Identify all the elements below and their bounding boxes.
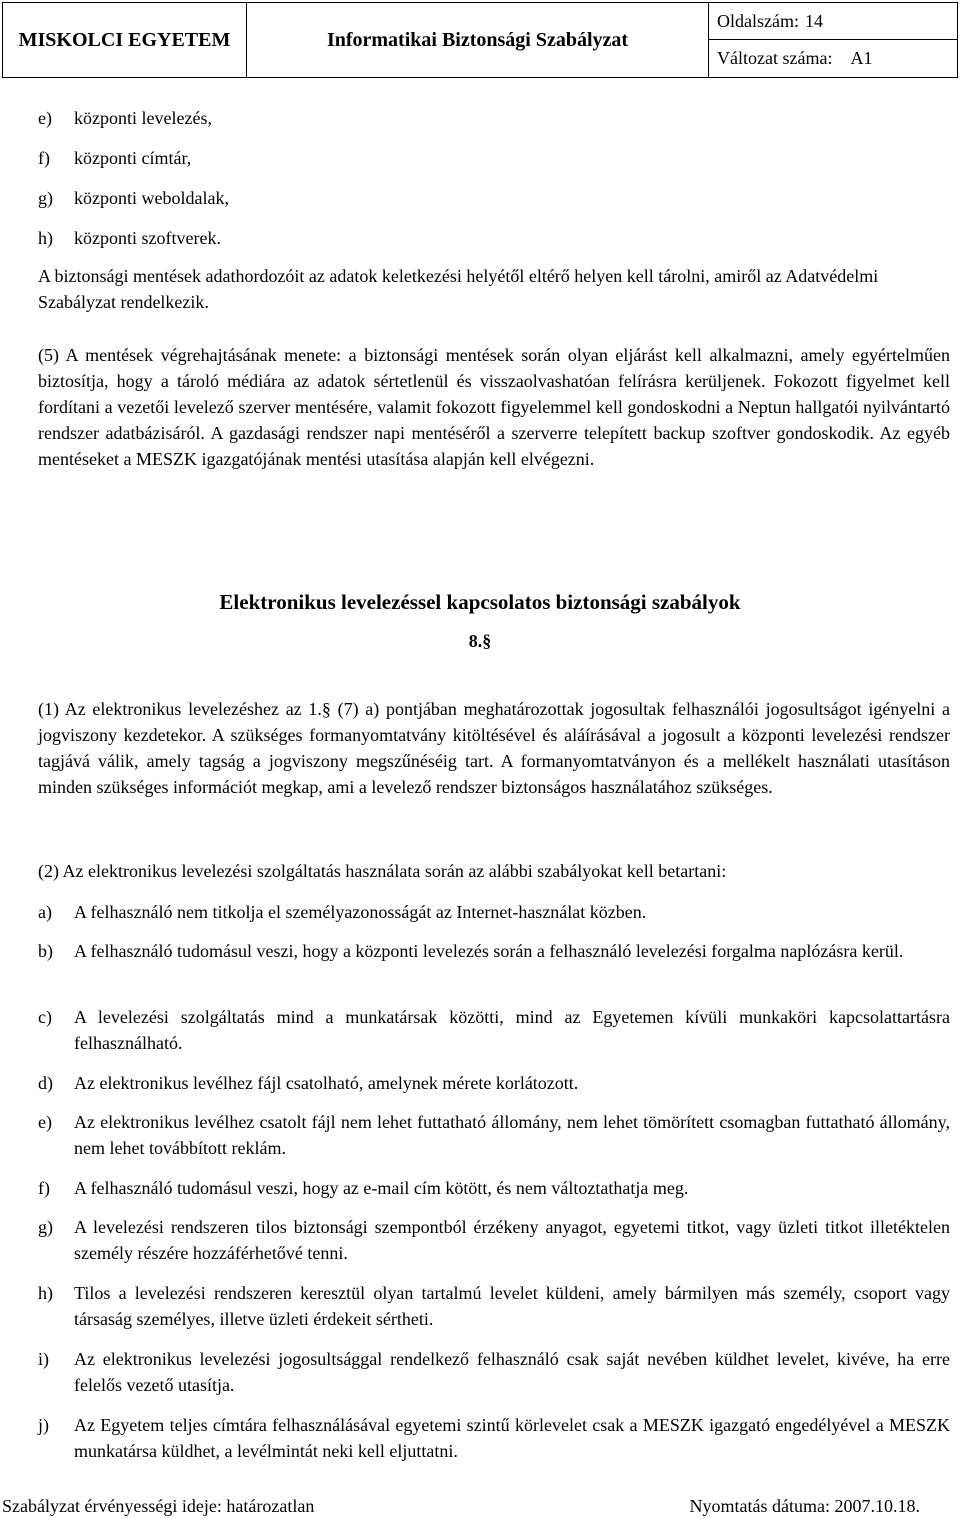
section-number [0,631,960,652]
list-marker: d) [38,1073,53,1093]
list-text: Az Egyetem teljes címtára felhasználásával egyetemi szintű körlevelet csak a MESZK igazgató engedélyével a MESZK munkatársa küldhet, a levélmintát neki kell eljuttatni. [74,1415,950,1461]
paragraph-5: (5) A mentések végrehajtásának menete: a biztonsági mentések során olyan eljárást kell alkalmazni, amely egyértelműen biztosítja, hogy a tároló médiára az adatok sértetlenül és visszaolvashatóan felírásra kerüljenek. Fokozott figyelmet kell fordítani a vezetői levelező szerver mentésére, valamit fokozott figyelemmel kell gondoskodni a Neptun hallgatói nyilvántartó rendszer adatbázisáról. A gazdasági rendszer napi mentéséről a szerverre telepített backup szoftver gondoskodik. Az egyéb mentéseket a MESZK igazgatójának mentési utasítása alapján kell elvégezni. [38,345,950,469]
paragraph-1-rest: (7) a) pontjában meghatározottak jogosultak felhasználói jogosultságot igényelni a jogviszony kezdetekor. A szükséges formanyomtatvány kitöltésével és aláírásával a jogosult a központi levelezési rendszer tagjává válik, amely tagság a jogviszony megszűnéséig tart. A formanyomtatványon és a mellékelt használati utasításon minden szükséges információt megkap, ami a levelező rendszer biztonságos használatához szükséges. [38,699,950,797]
version-label: Változat száma: [717,48,833,68]
list-item [38,1214,950,1266]
paragraph-2: (2) Az elektronikus levelezési szolgáltatás használata során az alábbi szabályokat kell betartani: [38,861,727,881]
list-item [38,1004,950,1056]
list-marker: g) [38,1217,53,1237]
list-item [38,1070,950,1096]
list-item [38,105,950,131]
document-title: Informatikai Biztonsági Szabályzat [247,3,709,77]
list-item [38,1175,950,1201]
list-text: Tilos a levelezési rendszeren keresztül olyan tartalmú levelet küldeni, amely bármilyen más személy, csoport vagy társaság személyes, illetve üzleti érdekeit sértheti. [74,1283,950,1329]
list-marker: f) [38,1178,50,1198]
list-marker: e) [38,108,52,128]
paragraph-1-start: (1) Az elektronikus levelezéshez az 1. [38,699,322,719]
paragraph-1 [38,696,950,800]
list-item [38,938,950,964]
list-marker: h) [38,228,53,248]
list-marker: f) [38,148,50,168]
storage-paragraph: A biztonsági mentések adathordozóit az adatok keletkezési helyétől eltérő helyen kell tárolni, amiről az Adatvédelmi Szabályzat rendelkezik. [38,266,879,312]
section-number-value: 8. [468,631,483,651]
institution-name: MISKOLCI EGYETEM [3,3,247,77]
list-item [38,1109,950,1161]
page-footer [0,1496,960,1519]
page-number-label: Oldalszám: [717,10,799,31]
page-header [2,2,958,78]
version-row [709,40,957,77]
page-number-value: 14 [804,10,823,31]
paragraph-1-symbol: § [321,699,331,719]
list-marker: i) [38,1349,49,1369]
section-heading: Elektronikus levelezéssel kapcsolatos biztonsági szabályok [219,590,741,614]
header-meta [709,3,957,77]
list-text: központi levelezés, [74,108,212,128]
list-marker: h) [38,1283,53,1303]
list-marker: j) [38,1415,49,1435]
list-text: Az elektronikus levelezési jogosultsággal rendelkező felhasználó csak saját nevében küldhet levelet, kivéve, ha erre felelős vezető utasítja. [74,1349,950,1395]
list-text: A levelezési szolgáltatás mind a munkatársak közötti, mind az Egyetemen kívüli munkaköri kapcsolattartásra felhasználható. [74,1007,950,1053]
list-text: Az elektronikus levélhez csatolt fájl nem lehet futtatható állomány, nem lehet tömörített csomagban futtatható állomány, nem lehet továbbított reklám. [74,1112,950,1158]
section-symbol: § [482,631,492,651]
list-marker: a) [38,902,52,922]
list-text: A felhasználó nem titkolja el személyazonosságát az Internet-használat közben. [74,902,647,922]
list-text: A felhasználó tudomásul veszi, hogy a központi levelezés során a felhasználó levelezési forgalma naplózásra kerül. [74,941,904,961]
list-item [38,145,950,171]
list-marker: c) [38,1007,52,1027]
list-item [38,225,950,251]
list-item [38,1346,950,1398]
list-item [38,185,950,211]
list-text: központi weboldalak, [74,188,229,208]
list-item [38,1280,950,1332]
list-text: A levelezési rendszeren tilos biztonsági szempontból érzékeny anyagot, egyetemi titkot, vagy üzleti titkot illetéktelen személy részére hozzáférhetővé tenni. [74,1217,950,1263]
list-marker: b) [38,941,53,961]
print-date: Nyomtatás dátuma: 2007.10.18. [689,1496,920,1516]
list-item [38,1412,950,1464]
list-text: Az elektronikus levélhez fájl csatolható, amelynek mérete korlátozott. [74,1073,579,1093]
version-value: A1 [850,48,873,68]
validity-text: Szabályzat érvényességi ideje: határozatlan [2,1496,315,1516]
list-text: központi szoftverek. [74,228,221,248]
list-text: A felhasználó tudomásul veszi, hogy az e-mail cím kötött, és nem változtathatja meg. [74,1178,689,1198]
list-text: központi címtár, [74,148,192,168]
page-number-row [709,3,957,40]
list-item [38,899,950,925]
list-marker: g) [38,188,53,208]
list-marker: e) [38,1112,52,1132]
